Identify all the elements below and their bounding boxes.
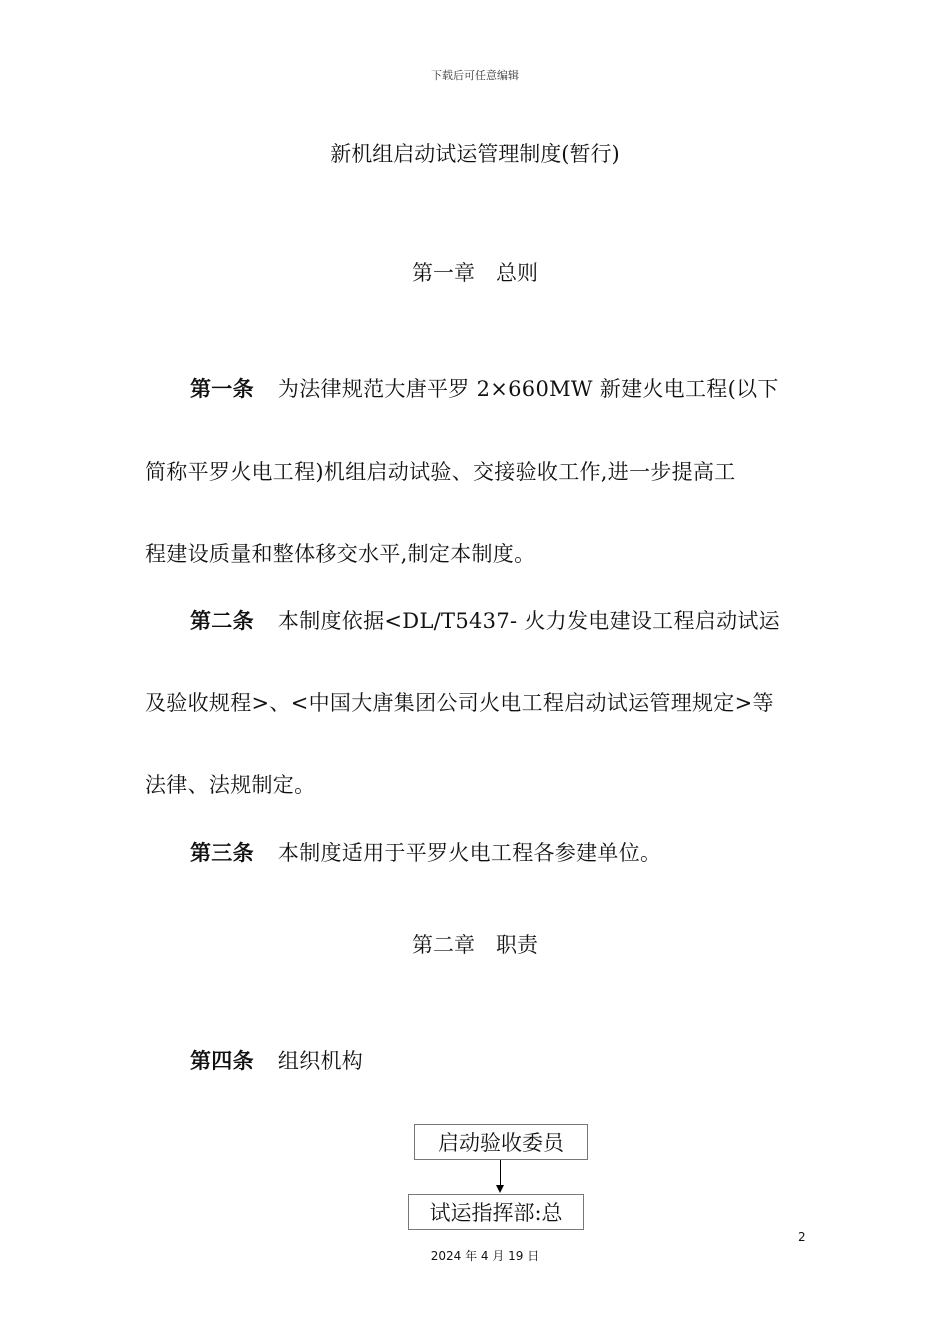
article-4-line [190,1045,855,1075]
article-4-label: 第四条 [190,1049,254,1073]
org-chart-box-commissioning-hq: 试运指挥部:总 [408,1194,584,1230]
document-title: 新机组启动试运管理制度(暂行) [330,142,620,166]
page-number: 2 [798,1230,806,1244]
article-1-text: 为法律规范大唐平罗 2×660MW 新建火电工程(以下 [277,377,779,401]
article-2-text: 本制度依据<DL/T5437- 火力发电建设工程启动试运 [277,609,780,633]
chapter-1-heading: 第一章 总则 [412,261,538,285]
article-4-text: 组织机构 [277,1049,364,1073]
article-2-line-2: 及验收规程>、<中国大唐集团公司火电工程启动试运管理规定>等 [145,691,774,715]
article-1-line-3: 程建设质量和整体移交水平,制定本制度。 [145,542,536,566]
footer-date: 2024 年 4 月 19 日 [430,1249,540,1263]
org-chart-connector-line [500,1160,501,1186]
article-3-label: 第三条 [190,841,254,865]
article-2-label: 第二条 [190,609,254,633]
article-3-text: 本制度适用于平罗火电工程各参建单位。 [277,841,662,865]
article-1-label: 第一条 [190,377,254,401]
article-1-line-2: 简称平罗火电工程)机组启动试验、交接验收工作,进一步提高工 [145,460,736,484]
article-2-line-3: 法律、法规制定。 [145,773,316,797]
article-3-line [190,837,855,867]
article-1-line-1 [190,373,855,403]
header-note: 下载后可任意编辑 [431,69,519,82]
arrow-down-icon [496,1185,504,1193]
chapter-2-heading: 第二章 职责 [412,933,538,957]
org-chart-box-acceptance-committee: 启动验收委员 [414,1124,588,1160]
article-2-line-1 [190,605,855,635]
